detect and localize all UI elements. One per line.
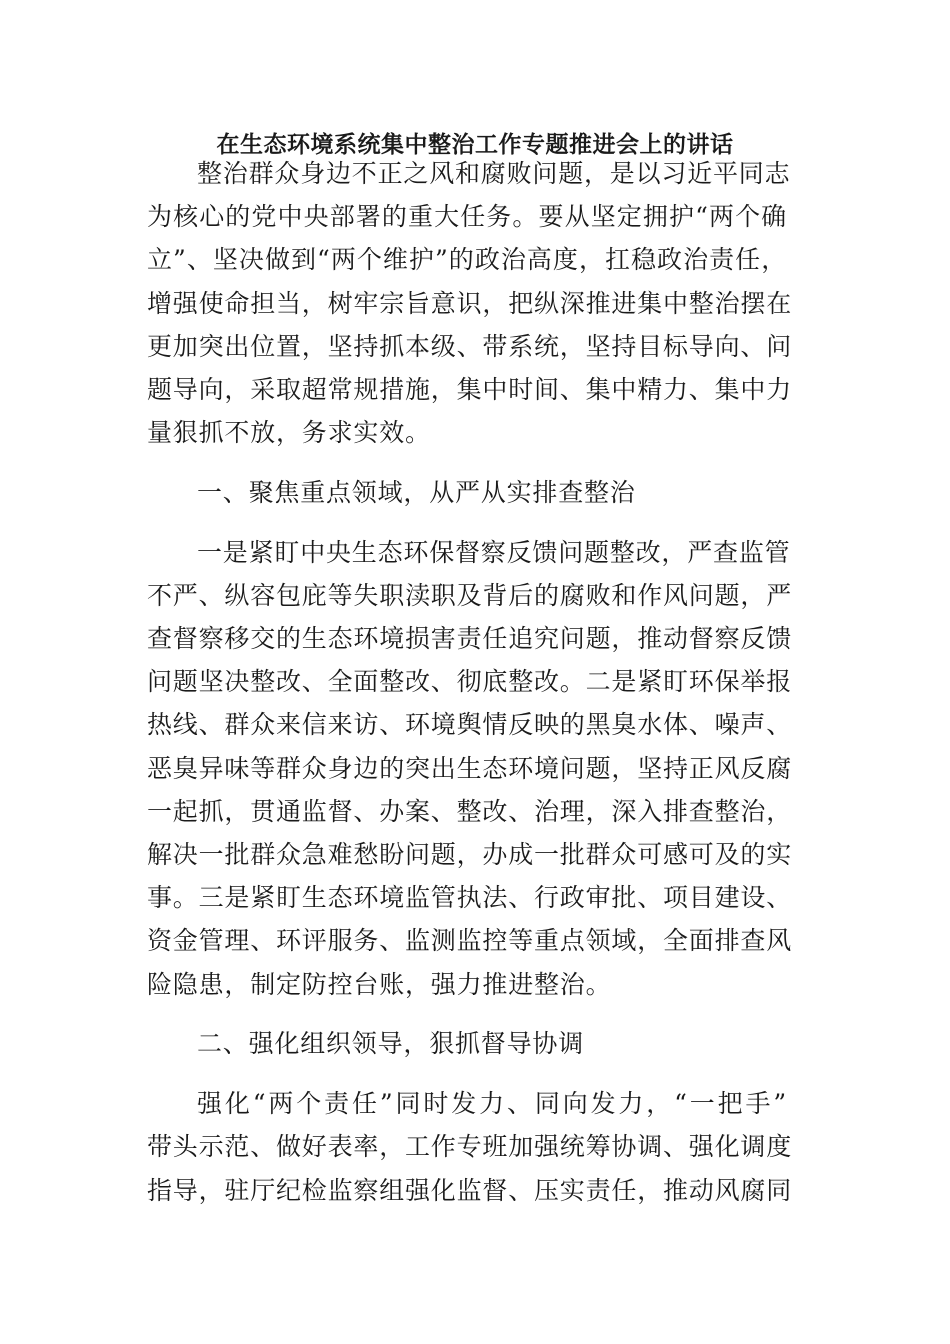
paragraph-line: 问题坚决整改、全面整改、彻底整改。二是紧盯环保举报 xyxy=(147,667,793,697)
paragraph-line: 事。三是紧盯生态环境监管执法、行政审批、项目建设、 xyxy=(147,883,793,913)
paragraph-line: 一是紧盯中央生态环保督察反馈问题整改，严查监管 xyxy=(197,537,791,567)
paragraph-line: 更加突出位置，坚持抓本级、带系统，坚持目标导向、问 xyxy=(147,331,793,361)
paragraph-line: 恶臭异味等群众身边的突出生态环境问题，坚持正风反腐 xyxy=(147,753,793,783)
paragraph-line: 不严、纵容包庇等失职渎职及背后的腐败和作风问题，严 xyxy=(147,580,793,610)
paragraph-line: 为核心的党中央部署的重大任务。要从坚定拥护“两个确 xyxy=(147,202,787,232)
section-heading: 一、聚焦重点领域，从严从实排查整治 xyxy=(197,477,636,507)
paragraph-line: 资金管理、环评服务、监测监控等重点领域，全面排查风 xyxy=(147,926,793,956)
paragraph-line: 立”、坚决做到“两个维护”的政治高度，扛稳政治责任， xyxy=(147,245,787,275)
paragraph-line: 强化“两个责任”同时发力、同向发力，“一把手” xyxy=(197,1089,787,1119)
document-title: 在生态环境系统集中整治工作专题推进会上的讲话 xyxy=(216,132,734,158)
paragraph-line: 量狠抓不放，务求实效。 xyxy=(147,418,431,448)
paragraph-line: 解决一批群众急难愁盼问题，办成一批群众可感可及的实 xyxy=(147,840,793,869)
paragraph-line: 增强使命担当，树牢宗旨意识，把纵深推进集中整治摆在 xyxy=(147,288,793,318)
paragraph-line: 一起抓，贯通监督、办案、整改、治理，深入排查整治， xyxy=(147,796,793,826)
paragraph-line: 题导向，采取超常规措施，集中时间、集中精力、集中力 xyxy=(147,374,793,404)
paragraph-gap xyxy=(147,1006,787,1023)
paragraph-gap xyxy=(147,1066,787,1083)
paragraph-line: 查督察移交的生态环境损害责任追究问题，推动督察反馈 xyxy=(147,624,793,654)
document-body xyxy=(147,152,793,1212)
paragraph-line: 整治群众身边不正之风和腐败问题，是以习近平同志 xyxy=(197,159,791,188)
paragraph-line: 带头示范、做好表率，工作专班加强统筹协调、强化调度 xyxy=(147,1132,793,1162)
paragraph-gap xyxy=(147,454,787,471)
paragraph-line: 险隐患，制定防控台账，强力推进整治。 xyxy=(147,969,612,999)
section-heading: 二、强化组织领导，狠抓督导协调 xyxy=(197,1029,585,1059)
paragraph-line: 指导，驻厅纪检监察组强化监督、压实责任，推动风腐同 xyxy=(147,1175,793,1205)
paragraph-line: 热线、群众来信来访、环境舆情反映的黑臭水体、噪声、 xyxy=(147,710,793,740)
paragraph-gap xyxy=(147,514,787,531)
